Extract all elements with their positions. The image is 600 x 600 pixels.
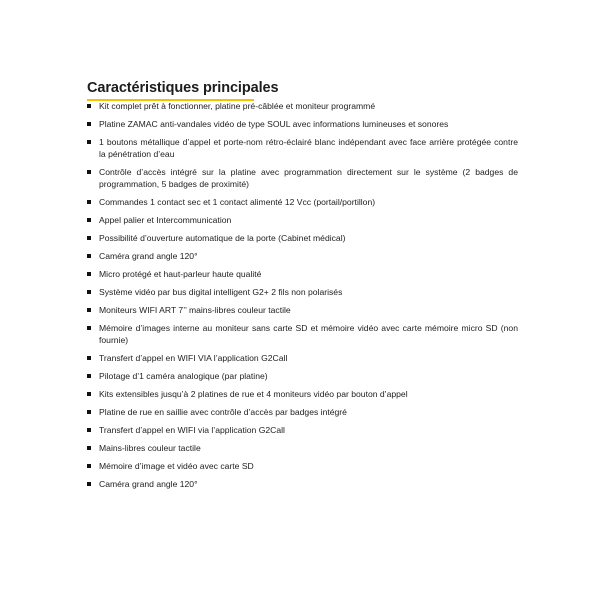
- list-item: [84, 460, 518, 472]
- list-item: [84, 478, 518, 490]
- feature-text: Kits extensibles jusqu’à 2 platines de rue et 4 moniteurs vidéo par bouton d’appel: [99, 389, 408, 399]
- bullet-icon: [87, 254, 91, 258]
- feature-text: Appel palier et Intercommunication: [99, 215, 232, 225]
- list-item: [84, 100, 518, 112]
- feature-text: Pilotage d’1 caméra analogique (par platine): [99, 371, 268, 381]
- list-item: [84, 166, 518, 190]
- list-item: [84, 388, 518, 400]
- list-item: [84, 370, 518, 382]
- list-item: [84, 286, 518, 298]
- bullet-icon: [87, 272, 91, 276]
- bullet-icon: [87, 122, 91, 126]
- list-item: [84, 136, 518, 160]
- list-item: [84, 352, 518, 364]
- feature-text: Mains-libres couleur tactile: [99, 443, 201, 453]
- bullet-icon: [87, 356, 91, 360]
- feature-text: 1 boutons métallique d’appel et porte-nom rétro-éclairé blanc indépendant avec face arrière protégée contre la pénétration d’eau: [99, 137, 518, 159]
- bullet-icon: [87, 218, 91, 222]
- bullet-icon: [87, 104, 91, 108]
- list-item: [84, 406, 518, 418]
- bullet-icon: [87, 482, 91, 486]
- feature-text: Caméra grand angle 120°: [99, 251, 198, 261]
- bullet-icon: [87, 290, 91, 294]
- list-item: [84, 424, 518, 436]
- bullet-icon: [87, 410, 91, 414]
- list-item: [84, 268, 518, 280]
- bullet-icon: [87, 374, 91, 378]
- feature-text: Commandes 1 contact sec et 1 contact alimenté 12 Vcc (portail/portillon): [99, 197, 376, 207]
- list-item: [84, 250, 518, 262]
- section-title: Caractéristiques principales: [87, 80, 279, 96]
- features-list: [84, 100, 518, 496]
- list-item: [84, 304, 518, 316]
- bullet-icon: [87, 464, 91, 468]
- list-item: [84, 196, 518, 208]
- feature-text: Transfert d’appel en WIFI VIA l’application G2Call: [99, 353, 288, 363]
- list-item: [84, 214, 518, 226]
- bullet-icon: [87, 392, 91, 396]
- feature-text: Possibilité d’ouverture automatique de la porte (Cabinet médical): [99, 233, 346, 243]
- feature-text: Mémoire d’images interne au moniteur sans carte SD et mémoire vidéo avec carte mémoire micro SD (non fournie): [99, 323, 518, 345]
- feature-text: Platine de rue en saillie avec contrôle d’accès par badges intégré: [99, 407, 347, 417]
- list-item: [84, 118, 518, 130]
- feature-text: Kit complet prêt à fonctionner, platine pré-câblée et moniteur programmé: [99, 101, 376, 111]
- feature-text: Platine ZAMAC anti-vandales vidéo de type SOUL avec informations lumineuses et sonores: [99, 119, 449, 129]
- feature-text: Mémoire d’image et vidéo avec carte SD: [99, 461, 254, 471]
- list-item: [84, 322, 518, 346]
- bullet-icon: [87, 140, 91, 144]
- bullet-icon: [87, 200, 91, 204]
- bullet-icon: [87, 308, 91, 312]
- bullet-icon: [87, 236, 91, 240]
- feature-text: Micro protégé et haut-parleur haute qualité: [99, 269, 262, 279]
- feature-text: Transfert d’appel en WIFI via l’application G2Call: [99, 425, 285, 435]
- feature-text: Contrôle d’accès intégré sur la platine avec programmation directement sur le système (2 badges de programmation, 5 badges de proximité): [99, 167, 518, 189]
- list-item: [84, 442, 518, 454]
- feature-text: Système vidéo par bus digital intelligent G2+ 2 fils non polarisés: [99, 287, 343, 297]
- feature-text: Moniteurs WIFI ART 7’’ mains-libres couleur tactile: [99, 305, 291, 315]
- feature-text: Caméra grand angle 120°: [99, 479, 198, 489]
- list-item: [84, 232, 518, 244]
- bullet-icon: [87, 428, 91, 432]
- bullet-icon: [87, 170, 91, 174]
- bullet-icon: [87, 326, 91, 330]
- bullet-icon: [87, 446, 91, 450]
